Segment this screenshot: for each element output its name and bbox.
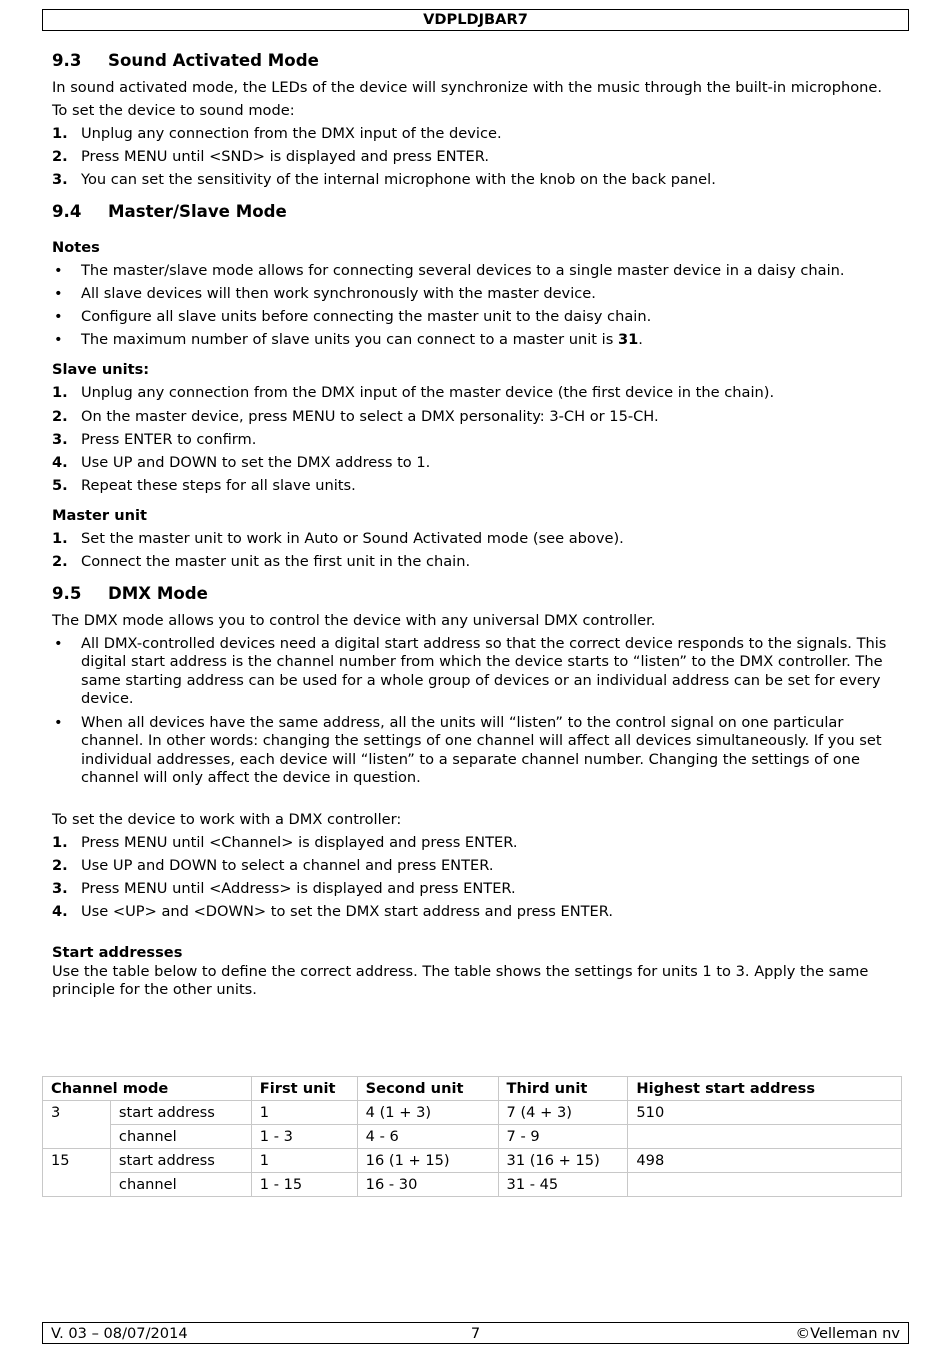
table-row <box>43 1125 902 1149</box>
table-cell: 4 (1 + 3) <box>357 1101 498 1125</box>
list-item: • All slave devices will then work synchronously with the master device. <box>54 284 596 302</box>
channel-mode-cell <box>43 1125 111 1149</box>
section-heading-master-slave: 9.4 Master/Slave Mode <box>52 201 287 221</box>
list-item: 2. Press MENU until <SND> is displayed and press ENTER. <box>52 148 489 166</box>
table-cell: 7 (4 + 3) <box>498 1101 628 1125</box>
table-cell: channel <box>110 1173 251 1197</box>
list-item: • The master/slave mode allows for connecting several devices to a single master device in a daisy chain. <box>54 261 845 279</box>
table-cell: 1 <box>251 1101 357 1125</box>
list-item: 3. Press MENU until <Address> is displayed and press ENTER. <box>52 879 516 897</box>
column-header: First unit <box>251 1077 357 1101</box>
list-item: 3. Press ENTER to confirm. <box>52 430 257 448</box>
notes-list <box>52 262 902 350</box>
column-header: Channel mode <box>43 1077 252 1101</box>
list-item: 1. Set the master unit to work in Auto or Sound Activated mode (see above). <box>52 530 624 548</box>
document-title: VDPLDJBAR7 <box>423 11 528 28</box>
table-cell: start address <box>110 1101 251 1125</box>
sound-mode-intro: In sound activated mode, the LEDs of the device will synchronize with the music through the built-in microphone. <box>52 79 883 96</box>
list-item: • All DMX-controlled devices need a digital start address so that the correct device responds to the signals. This digital start address is the channel number from which the device starts to “listen” to the DMX controller. The same starting address can be used for a whole group of devices or an individual address can be set for every device. <box>54 634 887 708</box>
table-cell <box>628 1173 902 1197</box>
list-item: 5. Repeat these steps for all slave units. <box>52 476 356 494</box>
table-cell: start address <box>110 1149 251 1173</box>
table-cell <box>628 1125 902 1149</box>
table-cell: 498 <box>628 1149 902 1173</box>
dmx-mode-lead: To set the device to work with a DMX controller: <box>52 810 402 828</box>
master-unit-heading: Master unit <box>52 507 147 525</box>
table-row <box>43 1101 902 1125</box>
dmx-mode-steps <box>52 834 902 922</box>
channel-mode-cell: 3 <box>43 1101 111 1125</box>
table-cell: 16 (1 + 15) <box>357 1149 498 1173</box>
column-header: Third unit <box>498 1077 628 1101</box>
page-footer <box>42 1322 909 1344</box>
table-cell: 7 - 9 <box>498 1125 628 1149</box>
table-header-row <box>43 1077 902 1101</box>
table-cell: 1 - 15 <box>251 1173 357 1197</box>
slave-units-heading: Slave units: <box>52 361 150 379</box>
table-cell: 31 (16 + 15) <box>498 1149 628 1173</box>
table-cell: 4 - 6 <box>357 1125 498 1149</box>
list-item: 4. Use UP and DOWN to set the DMX address to 1. <box>52 453 431 471</box>
dmx-mode-intro: The DMX mode allows you to control the device with any universal DMX controller. <box>52 611 656 629</box>
list-item: • Configure all slave units before connecting the master unit to the daisy chain. <box>54 307 652 325</box>
table-cell: 1 - 3 <box>251 1125 357 1149</box>
table-row <box>43 1149 902 1173</box>
copyright: ©Velleman nv <box>795 1325 900 1342</box>
list-item: • When all devices have the same address, all the units will “listen” to the control signal on one particular channel. In other words: changing the settings of one channel will affect all devices simultaneously. If you set individual addresses, each device will “listen” to a separate channel number. Changing the settings of one channel will only affect the device in question. <box>54 713 882 787</box>
notes-heading: Notes <box>52 238 100 256</box>
start-address-table <box>42 1076 902 1197</box>
column-header: Second unit <box>357 1077 498 1101</box>
page-number: 7 <box>470 1325 481 1342</box>
list-item: 3. You can set the sensitivity of the internal microphone with the knob on the back panel. <box>52 171 716 189</box>
sound-mode-lead: To set the device to sound mode: <box>52 102 295 119</box>
list-item: 2. Connect the master unit as the first unit in the chain. <box>52 553 471 571</box>
table-cell: 31 - 45 <box>498 1173 628 1197</box>
table-cell: 1 <box>251 1149 357 1173</box>
section-heading-sound-mode: 9.3 Sound Activated Mode <box>52 51 319 70</box>
master-unit-steps <box>52 530 902 572</box>
section-heading-dmx-mode: 9.5 DMX Mode <box>52 583 208 603</box>
max-slave-units: 31 <box>617 330 639 348</box>
list-item: 4. Use <UP> and <DOWN> to set the DMX start address and press ENTER. <box>52 902 614 920</box>
page-header <box>42 9 909 31</box>
list-item: 1. Unplug any connection from the DMX input of the device. <box>52 125 502 142</box>
list-item: 1. Press MENU until <Channel> is displayed and press ENTER. <box>52 833 518 851</box>
list-item: • The maximum number of slave units you can connect to a master unit is 31. <box>54 330 643 348</box>
table-cell: 16 - 30 <box>357 1173 498 1197</box>
table-row <box>43 1173 902 1197</box>
slave-units-steps <box>52 384 902 495</box>
channel-mode-cell <box>43 1173 111 1197</box>
sound-mode-steps <box>52 125 902 190</box>
column-header: Highest start address <box>628 1077 902 1101</box>
dmx-notes-list <box>52 635 902 788</box>
start-addresses-text: Use the table below to define the correct address. The table shows the settings for units 1 to 3. Apply the same principle for the other units. <box>52 962 869 999</box>
list-item: 1. Unplug any connection from the DMX input of the master device (the first device in the chain). <box>52 384 775 402</box>
page-content <box>52 51 902 1004</box>
version-date: V. 03 – 08/07/2014 <box>51 1325 188 1342</box>
table-cell: 510 <box>628 1101 902 1125</box>
table-cell: channel <box>110 1125 251 1149</box>
list-item: 2. Use UP and DOWN to select a channel and press ENTER. <box>52 856 494 874</box>
list-item: 2. On the master device, press MENU to select a DMX personality: 3-CH or 15-CH. <box>52 407 659 425</box>
channel-mode-cell: 15 <box>43 1149 111 1173</box>
start-addresses-heading: Start addresses <box>52 944 183 962</box>
